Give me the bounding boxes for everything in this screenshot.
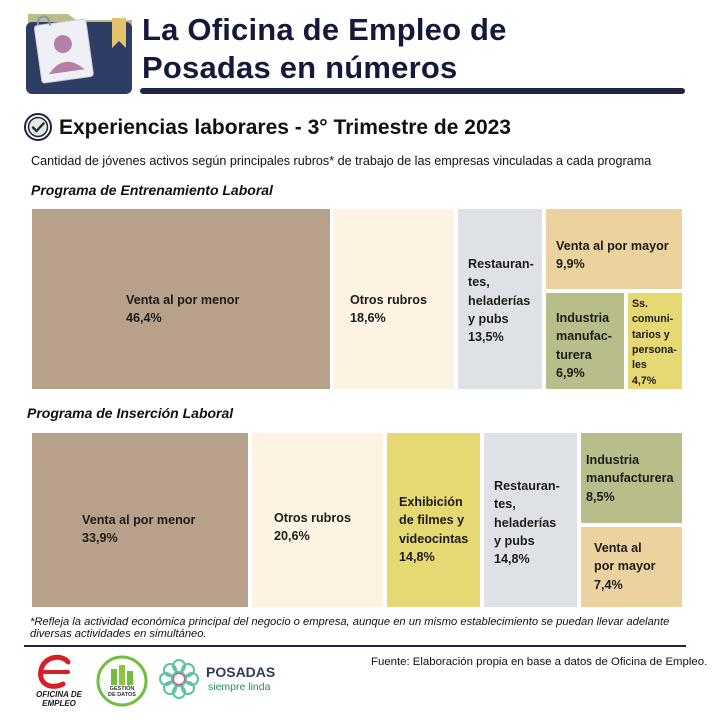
footnote: *Refleja la actividad económica principal del negocio o empresa, aunque en un mismo establecimiento se puedan llevar adelante diversas actividades en simultáneo. bbox=[30, 616, 670, 641]
treemap-cell-venta-al-por-mayor bbox=[544, 207, 684, 291]
chart-title-entrenamiento: Programa de Entrenamiento Laboral bbox=[31, 182, 273, 198]
treemap-cell-value: 7,4% bbox=[594, 577, 623, 592]
treemap-insercion bbox=[30, 431, 684, 609]
treemap-cell-label-line: Industria bbox=[556, 311, 610, 325]
oficina-empleo-logo bbox=[30, 652, 88, 716]
treemap-cell-label-line: Venta al por menor bbox=[126, 293, 240, 307]
treemap-cell-label-line: de filmes y bbox=[399, 513, 465, 528]
gestion-datos-logo bbox=[96, 655, 148, 707]
treemap-cell-otros-rubros bbox=[332, 207, 456, 391]
treemap-cell-label-line: Restauran- bbox=[494, 479, 560, 493]
checkmark-badge-icon bbox=[24, 113, 52, 141]
gestion-logo-line-1: GESTIÓN bbox=[109, 686, 135, 692]
treemap-cell-label-line: tarios y bbox=[632, 328, 670, 341]
treemap-cell-value: 6,9% bbox=[556, 365, 585, 380]
treemap-cell-restaurantes-heladerias-y-pubs bbox=[456, 207, 544, 391]
treemap-cell-industria-manufacturera bbox=[544, 291, 626, 391]
treemap-cell-label bbox=[494, 477, 560, 568]
folder-profile-icon bbox=[22, 8, 134, 94]
posadas-logo-subtitle: siempre linda bbox=[208, 681, 271, 693]
treemap-cell-venta-al-por-menor bbox=[30, 431, 250, 609]
treemap-cell-label-line: tes, bbox=[468, 275, 490, 290]
oficina-logo-line-1: OFICINA DE bbox=[36, 690, 82, 699]
treemap-cell-value: 46,4% bbox=[126, 311, 162, 326]
treemap-cell-label-line: Exhibición bbox=[399, 495, 463, 509]
treemap-cell-label bbox=[586, 451, 674, 506]
title-underline bbox=[140, 88, 685, 94]
treemap-cell-label-line: manufacturera bbox=[586, 471, 674, 486]
treemap-cell-label-line: Otros rubros bbox=[350, 293, 427, 307]
chart-title-insercion: Programa de Inserción Laboral bbox=[27, 405, 234, 421]
treemap-cell-label-line: turera bbox=[556, 347, 592, 362]
treemap-cell-otros-rubros bbox=[250, 431, 385, 609]
treemap-cell-label bbox=[632, 297, 677, 389]
treemap-cell-label bbox=[556, 309, 612, 382]
treemap-cell-label bbox=[468, 255, 534, 346]
treemap-cell-value: 14,8% bbox=[399, 549, 435, 564]
treemap-cell-value: 33,9% bbox=[82, 531, 118, 546]
treemap-cell-value: 8,5% bbox=[586, 489, 615, 504]
treemap-cell-label-line: Industria bbox=[586, 453, 640, 467]
posadas-flower-icon bbox=[154, 654, 204, 704]
treemap-cell-label-line: Venta al bbox=[594, 541, 642, 555]
treemap-cell-label-line: y pubs bbox=[494, 533, 535, 548]
oficina-logo-line-2: EMPLEO bbox=[42, 699, 76, 708]
treemap-cell-label bbox=[399, 493, 468, 566]
treemap-cell-label-line: Ss. bbox=[632, 298, 648, 310]
treemap-cell-label-line: heladerías bbox=[468, 293, 531, 308]
treemap-cell-label-line: Venta al por menor bbox=[82, 513, 196, 527]
treemap-cell-label-line: persona- bbox=[632, 344, 677, 357]
treemap-cell-exhibicion-de-filmes-y-videocintas bbox=[385, 431, 482, 609]
section-title: Experiencias laborares - 3° Trimestre de 2023 bbox=[59, 116, 511, 139]
footer-divider bbox=[24, 645, 686, 647]
treemap-cell-ss-comunitarios-y-personales bbox=[626, 291, 684, 391]
treemap-cell-value: 14,8% bbox=[494, 552, 530, 566]
treemap-cell-label-line: por mayor bbox=[594, 559, 656, 574]
gestion-datos-badge-icon bbox=[96, 655, 148, 707]
treemap-cell-label-line: comuni- bbox=[632, 313, 674, 326]
treemap-cell-venta-al-por-mayor bbox=[579, 525, 684, 609]
treemap-cell-industria-manufacturera bbox=[579, 431, 684, 525]
treemap-cell-value: 20,6% bbox=[274, 529, 310, 544]
treemap-cell-label bbox=[82, 511, 195, 548]
gestion-logo-line-2: DE DATOS bbox=[108, 692, 136, 698]
treemap-cell-label bbox=[274, 509, 351, 546]
treemap-cell-label bbox=[556, 237, 669, 274]
treemap-cell-restaurantes-heladerias-y-pubs bbox=[482, 431, 579, 609]
posadas-logo-title: POSADAS bbox=[206, 664, 276, 680]
treemap-entrenamiento bbox=[30, 207, 684, 391]
oficina-empleo-e-icon bbox=[30, 652, 88, 692]
treemap-cell-label bbox=[126, 291, 239, 328]
treemap-cell-label-line: Otros rubros bbox=[274, 511, 351, 525]
source-note: Fuente: Elaboración propia en base a datos de Oficina de Empleo. bbox=[371, 656, 708, 668]
page-title-line-1: La Oficina de Empleo de bbox=[142, 12, 507, 47]
treemap-cell-value: 4,7% bbox=[632, 374, 657, 387]
page-title-line-2: Posadas en números bbox=[142, 50, 458, 85]
posadas-logo bbox=[154, 654, 279, 706]
treemap-cell-label-line: y pubs bbox=[468, 311, 509, 326]
treemap-cell-label bbox=[594, 539, 656, 594]
treemap-cell-value: 18,6% bbox=[350, 311, 386, 326]
treemap-cell-label-line: manufac- bbox=[556, 329, 612, 344]
treemap-cell-value: 13,5% bbox=[468, 330, 504, 344]
treemap-cell-label-line: Venta al por mayor bbox=[556, 239, 669, 253]
treemap-cell-label-line: videocintas bbox=[399, 531, 469, 546]
treemap-cell-label bbox=[350, 291, 427, 328]
treemap-cell-value: 9,9% bbox=[556, 257, 585, 272]
treemap-cell-label-line: tes, bbox=[494, 497, 516, 512]
treemap-cell-label-line: heladerías bbox=[494, 515, 557, 530]
section-subtitle: Cantidad de jóvenes activos según principales rubros* de trabajo de las empresas vinculadas a cada programa bbox=[31, 154, 652, 168]
treemap-cell-label-line: Restauran- bbox=[468, 257, 534, 271]
treemap-cell-venta-al-por-menor bbox=[30, 207, 332, 391]
treemap-cell-label-line: les bbox=[632, 359, 647, 372]
